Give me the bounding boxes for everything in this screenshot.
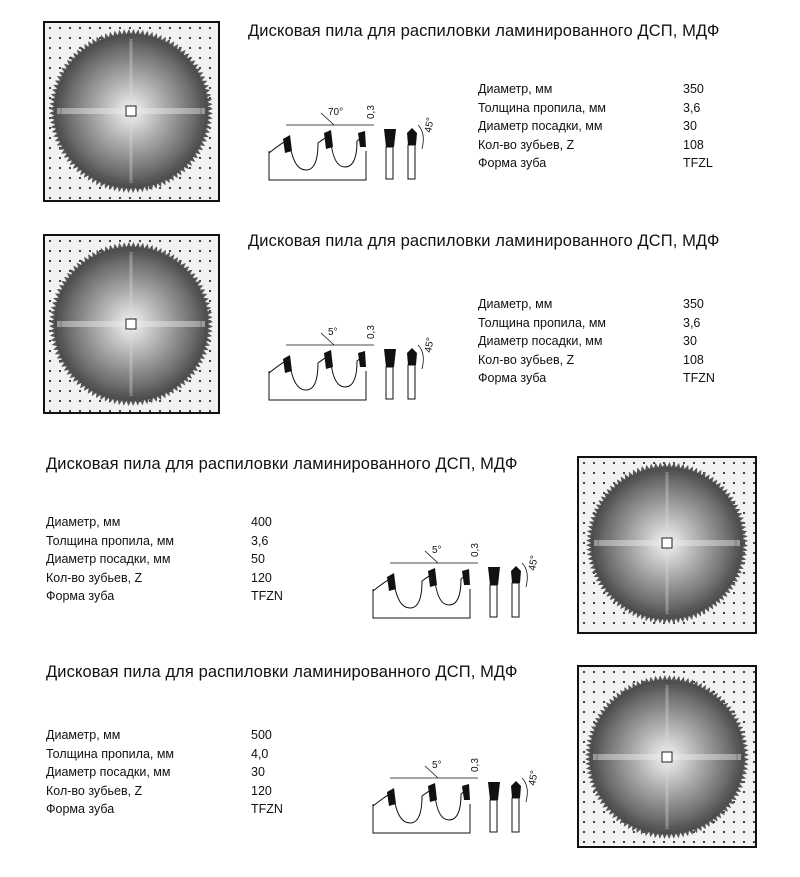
spec-row-bore (478, 332, 715, 351)
spec-value: 30 (683, 334, 697, 348)
spec-label: Кол-во зубьев, Z (478, 137, 575, 152)
specs-table (46, 513, 283, 606)
spec-label: Толщина пропила, мм (478, 315, 607, 330)
spec-label: Форма зуба (46, 802, 115, 816)
spec-row-bore (46, 550, 283, 569)
spec-value: 108 (683, 352, 704, 367)
specs-table (478, 80, 713, 173)
svg-text:70°: 70° (328, 107, 344, 118)
svg-text:0,3: 0,3 (470, 543, 481, 557)
spec-row-tooth-form (46, 800, 283, 819)
spec-row-kerf (478, 99, 713, 118)
saw-blade-image (579, 458, 755, 632)
product-title: Дисковая пила для распиловки ламинированного ДСП, МДФ (46, 455, 518, 473)
spec-row-tooth-form (478, 369, 715, 388)
spec-row-teeth (478, 351, 715, 370)
spec-row-diameter (478, 80, 713, 99)
svg-text:5°: 5° (328, 327, 338, 338)
spec-value: 108 (683, 137, 704, 152)
tooth-profile-diagram (266, 315, 446, 405)
svg-text:5°: 5° (432, 760, 442, 771)
saw-blade-image (579, 667, 755, 846)
spec-label: Диаметр посадки, мм (46, 552, 171, 566)
tooth-profile-diagram (266, 95, 446, 185)
spec-label: Кол-во зубьев, Z (478, 352, 575, 367)
spec-label: Диаметр посадки, мм (478, 334, 603, 348)
spec-row-teeth (46, 782, 283, 801)
spec-value: 50 (251, 552, 265, 566)
spec-label: Диаметр, мм (46, 515, 121, 529)
spec-label: Форма зуба (478, 371, 547, 385)
spec-row-tooth-form (46, 587, 283, 606)
spec-value: 3,6 (683, 315, 701, 330)
spec-value: 350 (683, 297, 704, 311)
spec-value: TFZL (683, 156, 713, 170)
saw-blade-photo (577, 665, 757, 848)
tooth-profile-diagram (370, 748, 550, 838)
saw-blade-photo (43, 234, 220, 414)
svg-text:45°: 45° (423, 336, 437, 354)
svg-text:45°: 45° (423, 116, 437, 134)
svg-text:0,3: 0,3 (470, 758, 481, 772)
spec-row-diameter (46, 726, 283, 745)
spec-value: 3,6 (683, 100, 701, 115)
product-title: Дисковая пила для распиловки ламинированного ДСП, МДФ (248, 22, 720, 40)
spec-value: 4,0 (251, 746, 269, 761)
spec-value: 120 (251, 783, 272, 798)
spec-row-teeth (46, 569, 283, 588)
spec-label: Кол-во зубьев, Z (46, 570, 143, 585)
product-title: Дисковая пила для распиловки ламинированного ДСП, МДФ (248, 232, 720, 250)
spec-value: 120 (251, 570, 272, 585)
spec-row-bore (46, 763, 283, 782)
spec-label: Толщина пропила, мм (46, 746, 175, 761)
spec-label: Форма зуба (46, 589, 115, 603)
specs-table (46, 726, 283, 819)
spec-value: 400 (251, 515, 272, 529)
spec-label: Толщина пропила, мм (478, 100, 607, 115)
product-title: Дисковая пила для распиловки ламинированного ДСП, МДФ (46, 663, 518, 681)
spec-value: TFZN (251, 802, 283, 816)
spec-row-kerf (478, 314, 715, 333)
spec-row-diameter (478, 295, 715, 314)
spec-value: 30 (251, 765, 265, 779)
spec-row-diameter (46, 513, 283, 532)
spec-row-teeth (478, 136, 713, 155)
saw-blade-image (45, 236, 218, 412)
spec-row-bore (478, 117, 713, 136)
specs-table (478, 295, 715, 388)
spec-row-kerf (46, 532, 283, 551)
spec-label: Толщина пропила, мм (46, 533, 175, 548)
svg-text:45°: 45° (527, 769, 541, 787)
spec-value: TFZN (251, 589, 283, 603)
spec-row-kerf (46, 745, 283, 764)
saw-blade-photo (577, 456, 757, 634)
spec-value: 350 (683, 82, 704, 96)
saw-blade-image (45, 23, 218, 200)
spec-value: TFZN (683, 371, 715, 385)
svg-text:0,3: 0,3 (366, 105, 377, 119)
spec-label: Диаметр, мм (46, 728, 121, 742)
spec-label: Диаметр, мм (478, 82, 553, 96)
spec-label: Диаметр посадки, мм (46, 765, 171, 779)
spec-label: Диаметр, мм (478, 297, 553, 311)
spec-value: 3,6 (251, 533, 269, 548)
svg-text:5°: 5° (432, 545, 442, 556)
svg-text:0,3: 0,3 (366, 325, 377, 339)
spec-value: 500 (251, 728, 272, 742)
saw-blade-photo (43, 21, 220, 202)
spec-value: 30 (683, 119, 697, 133)
tooth-profile-diagram (370, 533, 550, 623)
spec-label: Форма зуба (478, 156, 547, 170)
svg-text:45°: 45° (527, 554, 541, 572)
spec-row-tooth-form (478, 154, 713, 173)
spec-label: Кол-во зубьев, Z (46, 783, 143, 798)
spec-label: Диаметр посадки, мм (478, 119, 603, 133)
